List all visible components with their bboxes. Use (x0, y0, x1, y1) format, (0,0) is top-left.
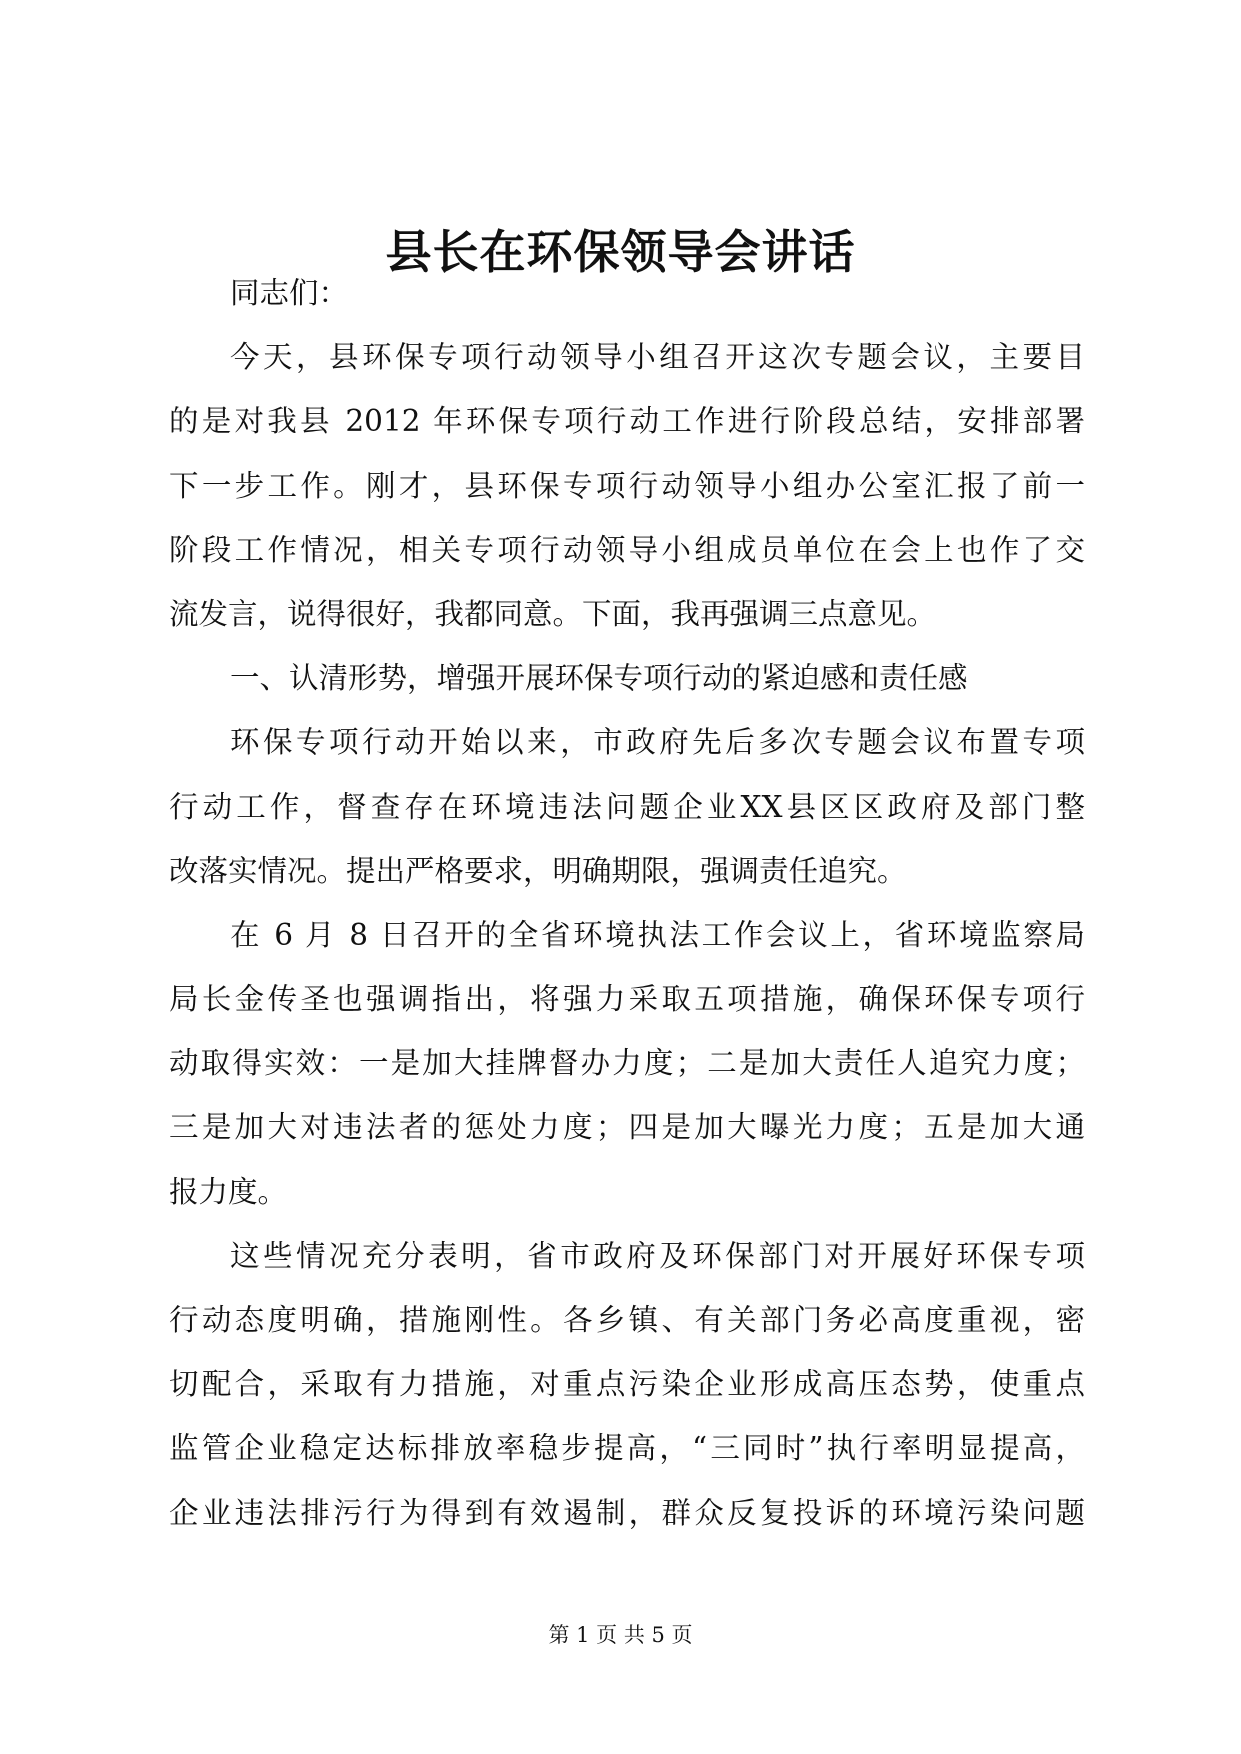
section-heading-1 (169, 646, 1085, 710)
text-line: 行动态度明确，措施刚性。各乡镇、有关部门务必高度重视，密 (169, 1303, 1085, 1337)
text-line: 局长金传圣也强调指出，将强力采取五项措施，确保环保专项行 (169, 982, 1085, 1017)
text-line: 三是加大对违法者的惩处力度；四是加大曝光力度；五是加大通 (169, 1110, 1085, 1145)
paragraph (169, 710, 1085, 903)
text-line: 监管企业稳定达标排放率稳步提高，“三同时”执行率明显提高， (169, 1431, 1085, 1466)
paragraph (169, 1224, 1085, 1545)
text-line: 动取得实效：一是加大挂牌督办力度；二是加大责任人追究力度； (169, 1046, 1085, 1081)
text-line: 切配合，采取有力措施，对重点污染企业形成高压态势，使重点 (169, 1367, 1085, 1402)
text-line: 企业违法排污行为得到有效遏制，群众反复投诉的环境污染问题 (169, 1495, 1085, 1530)
paragraph-salutation (169, 261, 1085, 325)
text-line: 这些情况充分表明，省市政府及环保部门对开展好环保专项 (230, 1238, 1085, 1273)
paragraph-intro (169, 325, 1085, 646)
text-line: 流发言，说得很好，我都同意。下面，我再强调三点意见。 (169, 596, 937, 631)
text-line: 改落实情况。提出严格要求，明确期限，强调责任追究。 (169, 853, 907, 888)
page-number-footer: 第 1 页 共 5 页 (548, 1623, 693, 1647)
text-line: 的是对我县 2012 年环保专项行动工作进行阶段总结，安排部署 (169, 404, 1085, 439)
text-line: 一、认清形势，增强开展环保专项行动的紧迫感和责任感 (230, 661, 968, 696)
paragraph (169, 903, 1085, 1224)
document-body (169, 261, 1085, 1545)
text-line: 报力度。 (169, 1174, 288, 1209)
text-line: 同志们： (230, 276, 349, 310)
text-line: 环保专项行动开始以来，市政府先后多次专题会议布置专项 (230, 725, 1085, 760)
text-line: 在 6 月 8 日召开的全省环境执法工作会议上，省环境监察局 (230, 917, 1085, 952)
text-line: 今天，县环保专项行动领导小组召开这次专题会议，主要目 (230, 340, 1085, 375)
text-line: 下一步工作。刚才，县环保专项行动领导小组办公室汇报了前一 (169, 468, 1085, 503)
document-title: 县长在环保领导会讲话 (385, 225, 856, 279)
text-line: 阶段工作情况，相关专项行动领导小组成员单位在会上也作了交 (169, 532, 1085, 567)
text-line: 行动工作，督查存在环境违法问题企业XX县区区政府及部门整 (169, 789, 1085, 824)
